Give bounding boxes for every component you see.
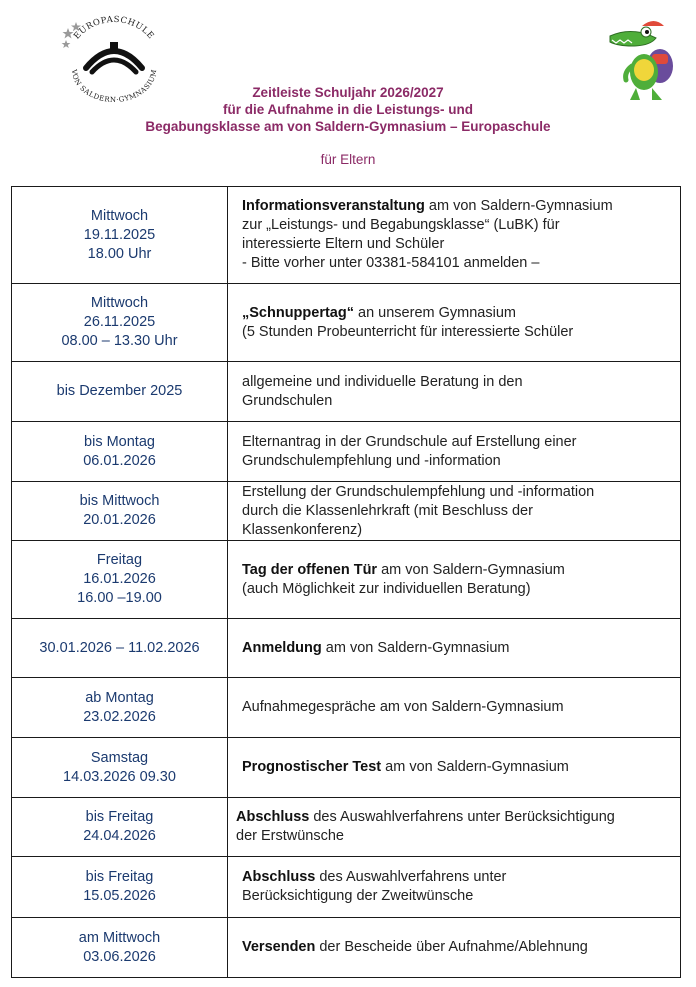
description-text: der Bescheide über Aufnahme/Ablehnung <box>315 939 588 955</box>
description-text: des Auswahlverfahrens unter Berücksichtigung <box>309 809 615 825</box>
date-line: am Mittwoch <box>78 929 161 946</box>
description-line <box>242 323 674 342</box>
description-text: interessierte Eltern und Schüler <box>242 236 445 252</box>
timeline-description <box>228 738 681 798</box>
event-highlight: Abschluss <box>242 869 316 885</box>
timeline-row <box>12 678 681 738</box>
description-line <box>242 373 674 392</box>
date-line: 20.01.2026 <box>83 512 156 528</box>
date-line: 24.04.2026 <box>83 828 156 844</box>
timeline-date <box>12 738 228 798</box>
timeline-description <box>228 798 681 857</box>
description-line <box>242 639 674 658</box>
description-line <box>242 433 674 452</box>
description-text: am von Saldern-Gymnasium <box>321 639 510 656</box>
document-title <box>0 84 696 135</box>
description-line <box>242 521 674 540</box>
timeline-description <box>228 362 681 422</box>
description-line <box>236 808 674 827</box>
date-line: 30.01.2026 – 11.02.2026 <box>39 639 200 656</box>
timeline-row <box>12 284 681 362</box>
date-line: Mittwoch <box>90 207 149 224</box>
timeline-date <box>12 541 228 619</box>
timeline-row <box>12 619 681 678</box>
title-line: Begabungsklasse am von Saldern-Gymnasium – Europaschule <box>145 119 551 134</box>
svg-text:EUROPASCHULE: EUROPASCHULE <box>72 14 156 42</box>
timeline-row <box>12 362 681 422</box>
timeline-description <box>228 918 681 978</box>
description-line <box>242 452 674 471</box>
date-line: bis Dezember 2025 <box>56 383 183 399</box>
description-text: Elternantrag in der Grundschule auf Erstellung einer <box>242 433 577 450</box>
description-text: (auch Möglichkeit zur individuellen Beratung) <box>242 580 531 597</box>
date-line: Freitag <box>96 552 143 568</box>
description-line <box>242 561 674 580</box>
timeline-row <box>12 187 681 284</box>
date-line: 06.01.2026 <box>83 452 156 469</box>
timeline-description <box>228 619 681 678</box>
timeline-row <box>12 482 681 541</box>
description-line <box>242 580 674 599</box>
description-line <box>242 698 674 717</box>
description-line <box>242 887 674 906</box>
timeline-row <box>12 422 681 482</box>
timeline-date <box>12 678 228 738</box>
timeline-description <box>228 678 681 738</box>
description-text: - Bitte vorher unter 03381-584101 anmelden – <box>242 255 540 271</box>
date-line: 08.00 – 13.30 Uhr <box>61 333 178 349</box>
timeline-date <box>12 798 228 857</box>
timeline-date <box>12 619 228 678</box>
date-line: 19.11.2025 <box>83 226 156 243</box>
description-line <box>242 758 674 777</box>
description-line <box>236 827 674 846</box>
timeline-description <box>228 482 681 541</box>
description-text: Grundschulen <box>242 392 333 409</box>
date-line: bis Freitag <box>85 869 154 885</box>
description-text: am von Saldern-Gymnasium <box>424 198 613 214</box>
description-text: am von Saldern-Gymnasium <box>377 561 565 578</box>
description-line <box>242 502 674 521</box>
timeline-date <box>12 918 228 978</box>
description-line <box>242 938 674 957</box>
description-text: Klassenkonferenz) <box>242 521 363 538</box>
description-line <box>242 392 674 411</box>
description-line <box>242 483 674 502</box>
event-highlight: „Schnuppertag“ <box>242 304 354 321</box>
date-line: 18.00 Uhr <box>87 245 152 262</box>
description-text: Erstellung der Grundschulempfehlung und -information <box>242 483 595 500</box>
audience-subtitle: für Eltern <box>320 152 376 167</box>
description-line <box>242 304 674 323</box>
date-line: ab Montag <box>85 689 154 706</box>
description-text: des Auswahlverfahrens unter <box>315 869 507 885</box>
timeline-date <box>12 482 228 541</box>
description-text: der Erstwünsche <box>236 828 344 844</box>
date-line: 16.01.2026 <box>83 571 156 587</box>
description-text: Aufnahmegespräche am von Saldern-Gymnasium <box>242 699 564 715</box>
date-line: 03.06.2026 <box>83 948 156 965</box>
description-text: durch die Klassenlehrkraft (mit Beschluss der <box>242 502 533 519</box>
date-line: 26.11.2025 <box>83 314 156 330</box>
date-line: 14.03.2026 09.30 <box>63 768 176 785</box>
timeline-description <box>228 187 681 284</box>
timeline-date <box>12 422 228 482</box>
title-line: Zeitleiste Schuljahr 2026/2027 <box>252 85 444 100</box>
description-text: Grundschulempfehlung und -information <box>242 452 501 469</box>
timeline-description <box>228 284 681 362</box>
date-line: 16.00 –19.00 <box>77 590 162 606</box>
date-line: 23.02.2026 <box>83 708 156 725</box>
description-line <box>242 235 674 254</box>
date-line: bis Freitag <box>85 809 154 825</box>
event-highlight: Informationsveranstaltung <box>242 198 425 214</box>
event-highlight: Abschluss <box>236 809 310 825</box>
date-line: bis Mittwoch <box>79 493 160 509</box>
event-highlight: Tag der offenen Tür <box>242 561 378 578</box>
timeline-table <box>11 186 681 978</box>
event-highlight: Anmeldung <box>242 639 322 656</box>
description-text: (5 Stunden Probeunterricht für interessierte Schüler <box>242 323 574 340</box>
timeline-row <box>12 857 681 918</box>
timeline-date <box>12 284 228 362</box>
description-line <box>242 197 674 216</box>
timeline-description <box>228 857 681 918</box>
timeline-row <box>12 918 681 978</box>
date-line: 15.05.2026 <box>83 888 156 904</box>
timeline-description <box>228 422 681 482</box>
timeline-date <box>12 187 228 284</box>
timeline-date <box>12 857 228 918</box>
description-text: Berücksichtigung der Zweitwünsche <box>242 888 474 904</box>
date-line: Mittwoch <box>90 295 149 311</box>
description-line <box>242 868 674 887</box>
description-line <box>242 216 674 235</box>
timeline-row <box>12 798 681 857</box>
title-line: für die Aufnahme in die Leistungs- und <box>222 102 473 117</box>
description-line <box>242 254 674 273</box>
svg-text:VON SALDERN·GYMNASIUM: VON SALDERN·GYMNASIUM <box>69 68 159 104</box>
event-highlight: Versenden <box>242 939 316 955</box>
description-text: allgemeine und individuelle Beratung in den <box>242 373 523 390</box>
timeline-row <box>12 738 681 798</box>
description-text: zur „Leistungs- und Begabungsklasse“ (LuBK) für <box>242 217 560 233</box>
event-highlight: Prognostischer Test <box>242 759 382 775</box>
description-text: am von Saldern-Gymnasium <box>381 759 569 775</box>
date-line: Samstag <box>90 749 149 766</box>
timeline-date <box>12 362 228 422</box>
timeline-description <box>228 541 681 619</box>
timeline-row <box>12 541 681 619</box>
description-text: an unserem Gymnasium <box>353 304 516 321</box>
date-line: bis Montag <box>84 433 155 450</box>
